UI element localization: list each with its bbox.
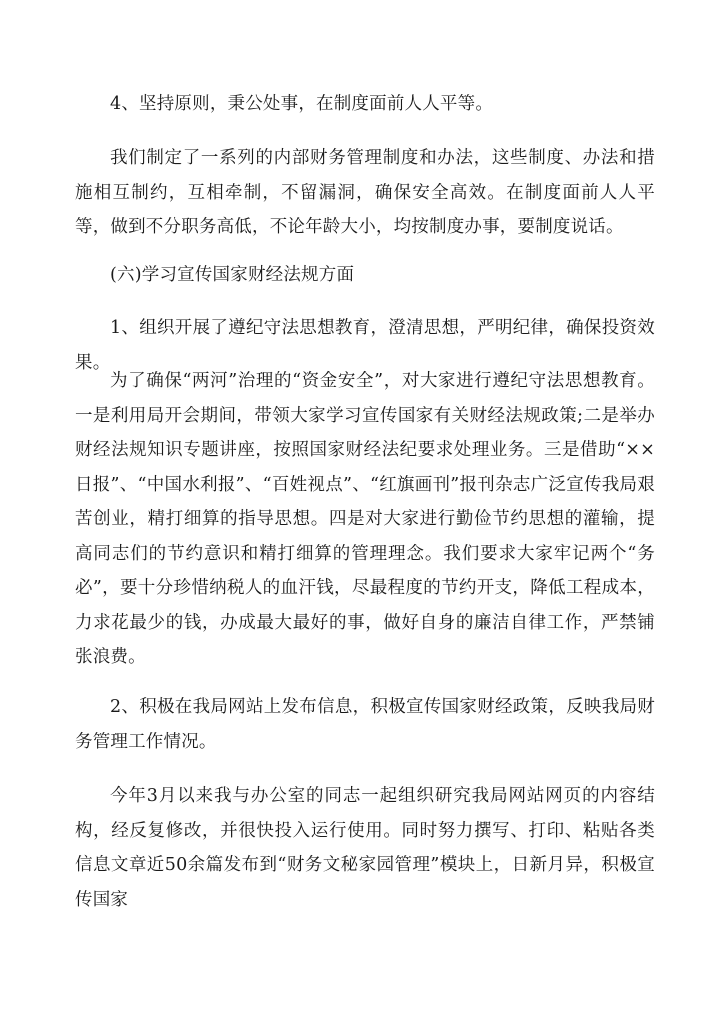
paragraph-website-heading: 2、积极在我局网站上发布信息，积极宣传国家财经政策，反映我局财务管理工作情况。 — [75, 697, 655, 752]
section-heading-six: (六)学习宣传国家财经法规方面 — [110, 265, 355, 285]
paragraph-education-body: 为了确保“两河”治理的“资金安全”，对大家进行遵纪守法思想教育。一是利用局开会期间，带领大家学习宣传国家有关财经法规政策;二是举办财经法规知识专题讲座，按照国家财经法纪要求处理业务。三是借助“××日报”、“中国水利报”、“百姓视点”、“红旗画刊”报刊杂志广泛宣传我局艰苦创业，精打细算的指导思想。四是对大家进行勤俭节约思想的灌输，提高同志们的节约意识和精打细算的管理理念。我们要求大家牢记两个“务必”，要十分珍惜纳税人的血汗钱，尽最程度的节约开支，降低工程成本，力求花最少的钱，办成最大最好的事，做好自身的廉洁自律工作，严禁铺张浪费。 — [75, 371, 655, 667]
paragraph-principle-heading: 4、坚持原则，秉公处事，在制度面前人人平等。 — [110, 94, 494, 114]
paragraph-financial-rules: 我们制定了一系列的内部财务管理制度和办法，这些制度、办法和措施相互制约，互相牵制，不留漏洞，确保安全高效。在制度面前人人平等，做到不分职务高低，不论年龄大小，均按制度办事，要制度说话。 — [75, 148, 655, 237]
paragraph-education-heading: 1、组织开展了遵纪守法思想教育，澄清思想，严明纪律，确保投资效果。 — [75, 318, 655, 373]
paragraph-website-body: 今年3月以来我与办公室的同志一起组织研究我局网站网页的内容结构，经反复修改，并很快投入运行使用。同时努力撰写、打印、粘贴各类信息文章近50余篇发布到“财务文秘家园管理”模块上，日新月异，积极宣传国家 — [75, 786, 655, 910]
